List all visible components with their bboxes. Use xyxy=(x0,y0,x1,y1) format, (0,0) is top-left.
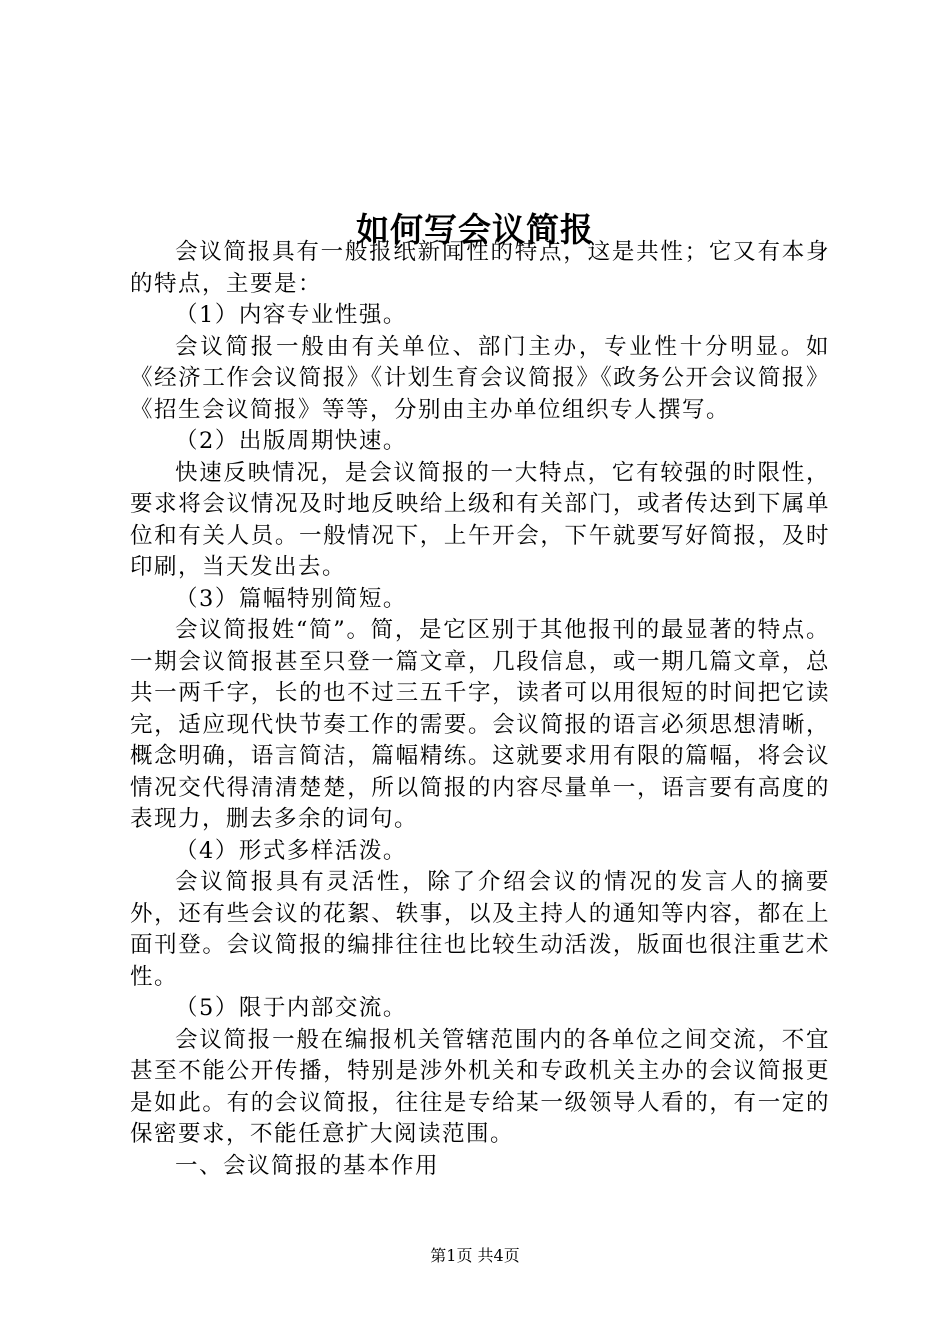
document-title: 如何写会议简报 xyxy=(356,210,594,250)
section-heading: （4）形式多样活泼。 xyxy=(175,837,407,864)
page-number-footer: 第1页 共4页 xyxy=(430,1246,520,1265)
section-heading: （5）限于内部交流。 xyxy=(175,995,407,1021)
section-heading: （2）出版周期快速。 xyxy=(175,428,407,454)
section-heading: 一、会议简报的基本作用 xyxy=(175,1152,440,1179)
document-body xyxy=(130,237,830,1182)
section-heading: （3）篇幅特别简短。 xyxy=(175,585,407,612)
paragraph: 会议简报姓“简”。简，是它区别于其他报刊的最显著的特点。一期会议简报甚至只登一篇文章，几段信息，或一期几篇文章，总共一两千字，长的也不过三五千字，读者可以用很短的时间把它读完，适应现代快节奏工作的需要。会议简报的语言必须思想清晰，概念明确，语言简洁，篇幅精练。这就要求用有限的篇幅，将会议情况交代得清清楚楚，所以简报的内容尽量单一，语言要有高度的表现力，删去多余的词句。 xyxy=(130,617,830,832)
paragraph: 会议简报一般由有关单位、部门主办，专业性十分明显。如《经济工作会议简报》《计划生育会议简报》《政务公开会议简报》《招生会议简报》等等，分别由主办单位组织专人撰写。 xyxy=(130,333,830,423)
paragraph: 会议简报具有一般报纸新闻性的特点，这是共性；它又有本身的特点，主要是： xyxy=(130,239,830,297)
paragraph: 快速反映情况，是会议简报的一大特点，它有较强的时限性，要求将会议情况及时地反映给上级和有关部门，或者传达到下属单位和有关人员。一般情况下，上午开会，下午就要写好简报，及时印刷，当天发出去。 xyxy=(130,459,830,580)
paragraph: 会议简报一般在编报机关管辖范围内的各单位之间交流，不宜甚至不能公开传播，特别是涉外机关和专政机关主办的会议简报更是如此。有的会议简报，往往是专给某一级领导人看的，有一定的保密要求，不能任意扩大阅读范围。 xyxy=(130,1026,830,1147)
paragraph: 会议简报具有灵活性，除了介绍会议的情况的发言人的摘要外，还有些会议的花絮、轶事，以及主持人的通知等内容，都在上面刊登。会议简报的编排往往也比较生动活泼，版面也很注重艺术性。 xyxy=(130,869,830,990)
section-heading: （1）内容专业性强。 xyxy=(175,302,407,328)
